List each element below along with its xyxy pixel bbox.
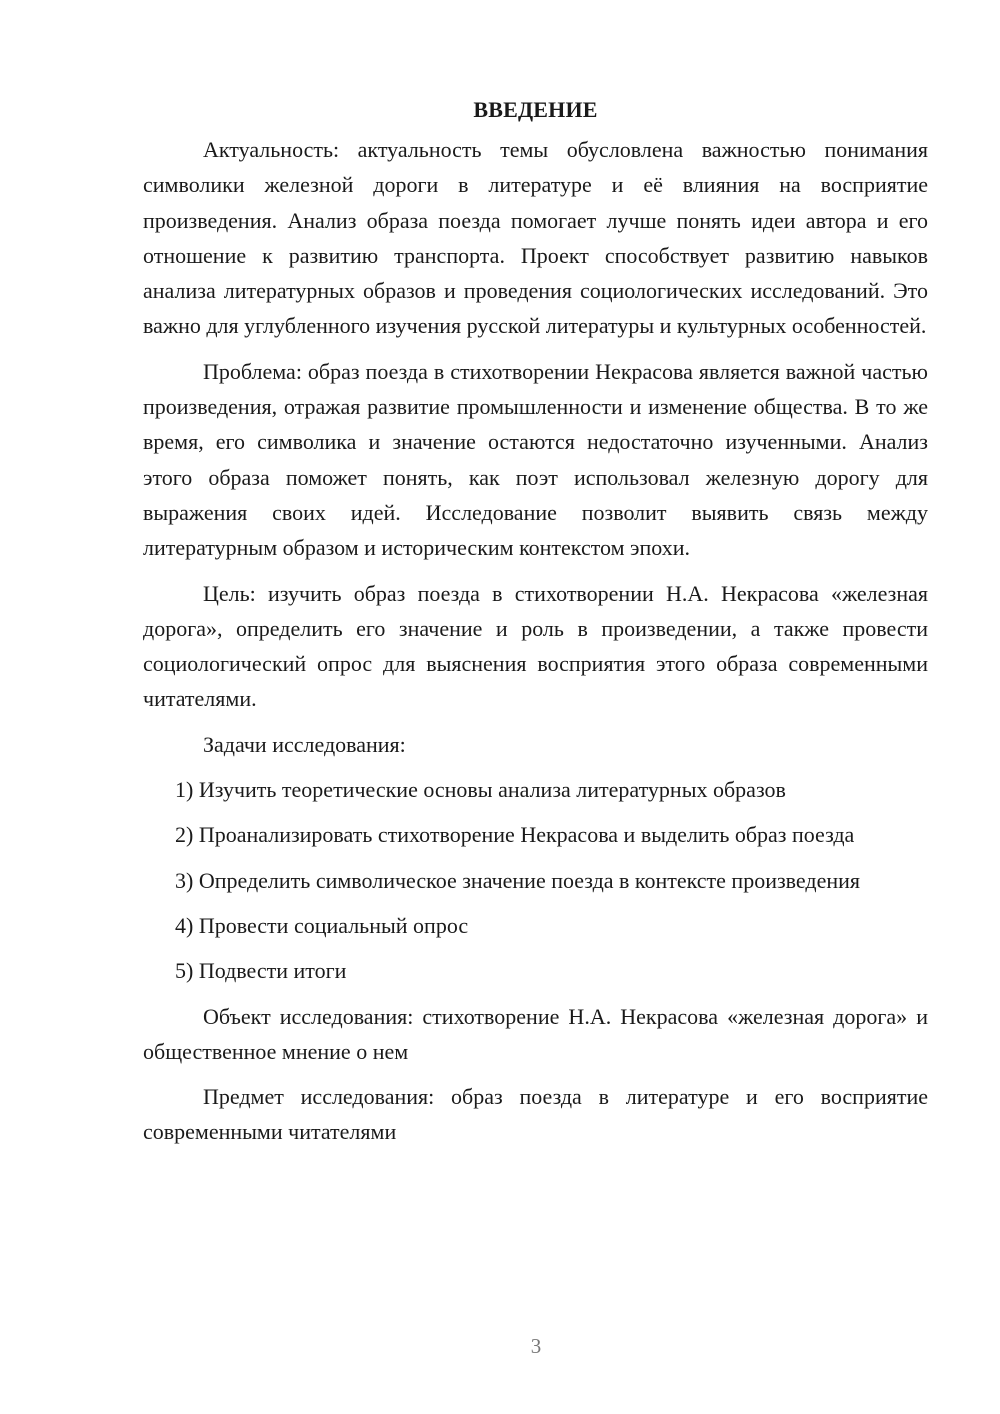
task-item-2: 2) Проанализировать стихотворение Некрасова и выделить образ поезда xyxy=(175,822,855,848)
paragraph-problem: Проблема: образ поезда в стихотворении Некрасова является важной частью произведения, отражая развитие промышленности и изменение общества. В то же время, его символика и значение остаются недостаточно изученными. Анализ этого образа поможет понять, как поэт использовал железную дорогу для выражения своих идей. Исследование позволит выявить связь между литературным образом и историческим контекстом эпохи. xyxy=(143,358,928,561)
tasks-heading: Задачи исследования: xyxy=(203,731,406,757)
task-item-1: 1) Изучить теоретические основы анализа литературных образов xyxy=(175,777,786,803)
task-item-5: 5) Подвести итоги xyxy=(175,958,347,984)
document-page xyxy=(143,92,928,1160)
paragraph-goal: Цель: изучить образ поезда в стихотворении Н.А. Некрасова «железная дорога», определить его значение и роль в произведении, а также провести социологический опрос для выяснения восприятия этого образа современными читателями. xyxy=(143,580,928,712)
paragraph-relevance: Актуальность: актуальность темы обусловлена важностью понимания символики железной дороги в литературе и её влияния на восприятие произведения. Анализ образа поезда помогает лучше понять идеи автора и его отношение к развитию транспорта. Проект способствует развитию навыков анализа литературных образов и проведения социологических исследований. Это важно для углубленного изучения русской литературы и культурных особенностей. xyxy=(143,137,928,339)
paragraph-object: Объект исследования: стихотворение Н.А. Некрасова «железная дорога» и общественное мнение о нем xyxy=(143,1003,928,1064)
task-item-3: 3) Определить символическое значение поезда в контексте произведения xyxy=(175,867,861,893)
section-title: ВВЕДЕНИЕ xyxy=(473,97,598,122)
task-item-4: 4) Провести социальный опрос xyxy=(175,912,469,938)
page-number: 3 xyxy=(530,1334,542,1358)
paragraph-subject: Предмет исследования: образ поезда в литературе и его восприятие современными читателями xyxy=(143,1084,928,1145)
